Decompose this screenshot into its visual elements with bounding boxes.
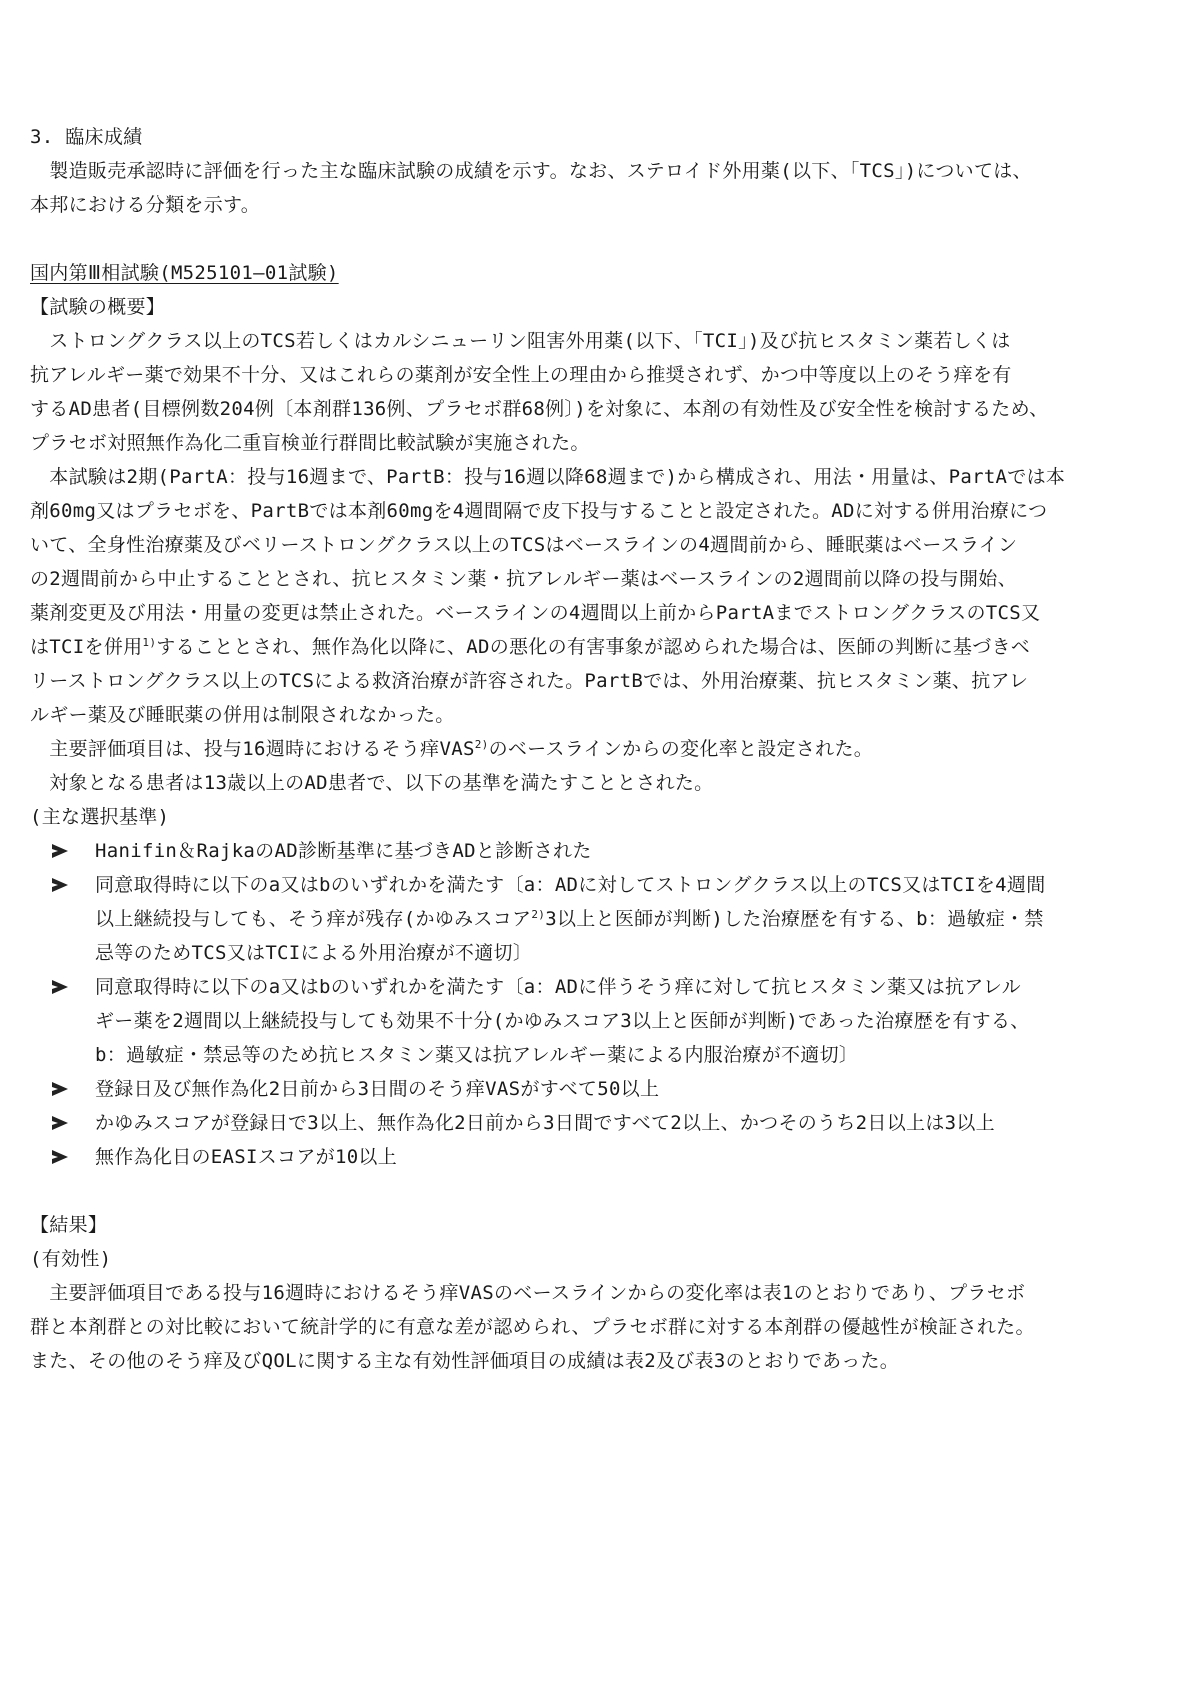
spacer xyxy=(30,222,1155,256)
criteria-text: かゆみスコアが登録日で3以上、無作為化2日前から3日間ですべて2以上、かつそのうち2日以上は3以上 xyxy=(95,1112,995,1134)
overview-para1-line: 抗アレルギー薬で効果不十分、又はこれらの薬剤が安全性上の理由から推奨されず、かつ中等度以上のそう痒を有 xyxy=(30,364,1012,386)
overview-para2-line: ルギー薬及び睡眠薬の併用は制限されなかった。 xyxy=(30,704,455,726)
efficacy-para-line: 主要評価項目である投与16週時におけるそう痒VASのベースラインからの変化率は表1のとおりであり、プラセボ xyxy=(30,1282,1026,1304)
criteria-item xyxy=(30,868,1155,902)
criteria-item xyxy=(30,834,1155,868)
overview-para2-line: 本試験は2期(PartA：投与16週まで、PartB：投与16週以降68週まで)から構成され、用法・用量は、PartAでは本 xyxy=(30,466,1066,488)
efficacy-para-line: 群と本剤群との対比較において統計学的に有意な差が認められ、プラセボ群に対する本剤群の優越性が検証された。 xyxy=(30,1316,1035,1338)
arrow-bullet-icon xyxy=(52,1082,68,1096)
efficacy-heading: (有効性) xyxy=(30,1248,112,1270)
trial-title xyxy=(30,256,1155,290)
overview-heading: 【試験の概要】 xyxy=(30,296,166,318)
arrow-bullet-icon xyxy=(52,980,68,994)
criteria-text: 無作為化日のEASIスコアが10以上 xyxy=(95,1146,398,1168)
text-segment: 主要評価項目は、投与16週時におけるそう痒VAS xyxy=(30,738,475,760)
overview-para2-line: 剤60mg又はプラセボを、PartBでは本剤60mgを4週間隔で皮下投与することと設定された。ADに対する併用治療につ xyxy=(30,500,1048,522)
criteria-text: 同意取得時に以下のa又はbのいずれかを満たす〔a：ADに伴うそう痒に対して抗ヒスタミン薬又は抗アレル xyxy=(95,976,1021,998)
criteria-text: 登録日及び無作為化2日前から3日間のそう痒VASがすべて50以上 xyxy=(95,1078,660,1100)
overview-para2-line: リーストロングクラス以上のTCSによる救済治療が許容された。PartBでは、外用治療薬、抗ヒスタミン薬、抗アレ xyxy=(30,670,1029,692)
text-segment: することとされ、無作為化以降に、ADの悪化の有害事象が認められた場合は、医師の判断に基づきベ xyxy=(156,636,1031,658)
section-title: 3. 臨床成績 xyxy=(30,126,143,148)
footnote-ref-2: 2) xyxy=(474,738,489,751)
text-segment: のベースラインからの変化率と設定された。 xyxy=(488,738,874,760)
document-page xyxy=(30,120,1155,1378)
arrow-bullet-icon xyxy=(52,1116,68,1130)
overview-para2-line: 薬剤変更及び用法・用量の変更は禁止された。ベースラインの4週間以上前からPartAまでストロングクラスのTCS又 xyxy=(30,602,1041,624)
text-segment: 以上継続投与しても、そう痒が残存(かゆみスコア xyxy=(95,908,532,930)
text-segment: はTCIを併用 xyxy=(30,636,143,658)
criteria-text: Hanifin＆RajkaのAD診断基準に基づきADと診断された xyxy=(95,840,592,862)
overview-para2-line: いて、全身性治療薬及びベリーストロングクラス以上のTCSはベースラインの4週間前から、睡眠薬はベースライン xyxy=(30,534,1018,556)
criteria-text: 同意取得時に以下のa又はbのいずれかを満たす〔a：ADに対してストロングクラス以上のTCS又はTCIを4週間 xyxy=(95,874,1046,896)
intro-line-1: 製造販売承認時に評価を行った主な臨床試験の成績を示す。なお、ステロイド外用薬(以下、「TCS」)については、 xyxy=(30,160,1032,182)
arrow-bullet-icon xyxy=(52,878,68,892)
footnote-ref-2: 2) xyxy=(531,908,546,921)
efficacy-para-line: また、その他のそう痒及びQOLに関する主な有効性評価項目の成績は表2及び表3のとおりであった。 xyxy=(30,1350,900,1372)
overview-para1-line: プラセボ対照無作為化二重盲検並行群間比較試験が実施された。 xyxy=(30,432,590,454)
criteria-item xyxy=(30,970,1155,1004)
overview-para1-line: するAD患者(目標例数204例〔本剤群136例、プラセボ群68例〕)を対象に、本剤の有効性及び安全性を検討するため、 xyxy=(30,398,1049,420)
overview-para2-line: の2週間前から中止することとされ、抗ヒスタミン薬・抗アレルギー薬はベースラインの2週間前以降の投与開始、 xyxy=(30,568,1017,590)
target-patients: 対象となる患者は13歳以上のAD患者で、以下の基準を満たすこととされた。 xyxy=(30,772,714,794)
primary-endpoint xyxy=(30,732,1155,766)
criteria-continuation xyxy=(30,902,1155,936)
overview-para1-line: ストロングクラス以上のTCS若しくはカルシニューリン阻害外用薬(以下、「TCI」)及び抗ヒスタミン薬若しくは xyxy=(30,330,1011,352)
criteria-item xyxy=(30,1072,1155,1106)
footnote-ref-1: 1) xyxy=(142,636,157,649)
trial-title-text: 国内第Ⅲ相試験(M525101―01試験) xyxy=(30,262,339,284)
results-heading: 【結果】 xyxy=(30,1214,108,1236)
arrow-bullet-icon xyxy=(52,844,68,858)
criteria-continuation: 忌等のためTCS又はTCIによる外用治療が不適切〕 xyxy=(95,942,533,964)
criteria-item xyxy=(30,1106,1155,1140)
overview-para2-line xyxy=(30,630,1155,664)
criteria-continuation: b：過敏症・禁忌等のため抗ヒスタミン薬又は抗アレルギー薬による内服治療が不適切〕 xyxy=(95,1044,859,1066)
spacer xyxy=(30,1174,1155,1208)
criteria-continuation: ギー薬を2週間以上継続投与しても効果不十分(かゆみスコア3以上と医師が判断)であった治療歴を有する、 xyxy=(95,1010,1030,1032)
criteria-item xyxy=(30,1140,1155,1174)
arrow-bullet-icon xyxy=(52,1150,68,1164)
intro-line-2: 本邦における分類を示す。 xyxy=(30,194,261,216)
text-segment: 3以上と医師が判断)した治療歴を有する、b：過敏症・禁 xyxy=(545,908,1044,930)
criteria-heading: (主な選択基準) xyxy=(30,806,170,828)
